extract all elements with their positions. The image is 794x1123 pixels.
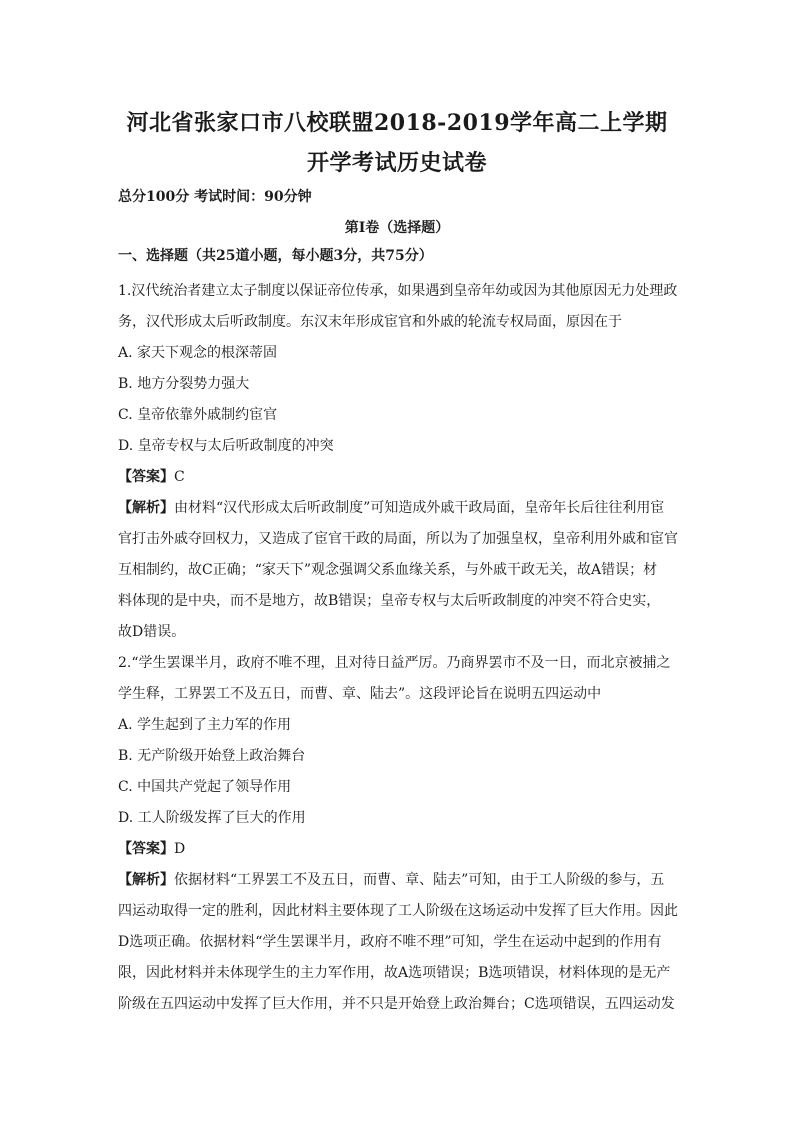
question-1-stem <box>118 276 680 338</box>
analysis-line: 故D错误。 <box>118 624 186 640</box>
answer-tag: 【答案】 <box>118 841 174 857</box>
analysis-line: 【解析】由材料“汉代形成太后听政制度”可知造成外戚干政局面，皇帝年长后往往利用宦 <box>118 500 665 516</box>
analysis-line: 限，因此材料并未体现学生的主力军作用，故A选项错误；B选项错误，材料体现的是无产 <box>118 965 671 981</box>
question-2-option-c: C. 中国共产党起了领导作用 <box>118 779 292 795</box>
question-1-stem-line: 1.汉代统治者建立太子制度以保证帝位传承，如果遇到皇帝年幼或因为其他原因无力处理政 <box>118 283 678 299</box>
analysis-line: 官打击外戚夺回权力，又造成了宦官干政的局面，所以为了加强皇权，皇帝利用外戚和宦官 <box>118 531 678 547</box>
answer-tag: 【答案】 <box>118 469 174 485</box>
analysis-line: D选项正确。依据材料“学生罢课半月，政府不唯不理”可知，学生在运动中起到的作用有 <box>118 934 662 950</box>
question-1-analysis <box>118 493 680 648</box>
question-1-option-b: B. 地方分裂势力强大 <box>118 376 250 392</box>
analysis-line: 四运动取得一定的胜利，因此材料主要体现了工人阶级在这场运动中发挥了巨大作用。因此 <box>118 903 678 919</box>
question-2-option-b: B. 无产阶级开始登上政治舞台 <box>118 748 306 764</box>
analysis-line: 【解析】依据材料“工界罢工不及五日，而曹、章、陆去”可知，由于工人阶级的参与，五 <box>118 872 665 888</box>
question-2-stem-line: 2.“学生罢课半月，政府不唯不理，且对待日益严厉。乃商界罢市不及一日，而北京被捕之 <box>118 655 671 671</box>
question-1-stem-line: 务，汉代形成太后听政制度。东汉末年形成宦官和外戚的轮流专权局面，原因在于 <box>118 314 622 330</box>
question-2-option-d: D. 工人阶级发挥了巨大的作用 <box>118 810 306 826</box>
question-1-option-d: D. 皇帝专权与太后听政制度的冲突 <box>118 438 334 454</box>
question-2-analysis <box>118 865 680 1020</box>
analysis-line: 阶级在五四运动中发挥了巨大作用，并不只是开始登上政治舞台；C选项错误，五四运动发 <box>118 996 675 1012</box>
exam-title-line2: 开学考试历史试卷 <box>306 150 487 176</box>
exam-meta: 总分100分 考试时间：90分钟 <box>118 189 312 205</box>
analysis-line: 料体现的是中央，而不是地方，故B错误；皇帝专权与太后听政制度的冲突不符合史实， <box>118 593 661 609</box>
question-1-option-c: C. 皇帝依靠外戚制约宦官 <box>118 407 278 423</box>
answer-value: C <box>174 469 185 485</box>
question-1-answer <box>118 462 680 493</box>
question-2-option-a: A. 学生起到了主力军的作用 <box>118 717 292 733</box>
part-title: 一、选择题（共25道小题，每小题3分，共75分） <box>118 248 433 264</box>
section-title: 第Ⅰ卷（选择题） <box>344 220 450 236</box>
answer-value: D <box>174 841 186 857</box>
analysis-tag: 【解析】 <box>118 872 174 888</box>
question-2-stem <box>118 648 680 710</box>
analysis-line: 互相制约，故C正确；“家天下”观念强调父系血缘关系，与外戚干政无关，故A错误；材 <box>118 562 658 578</box>
analysis-tag: 【解析】 <box>118 500 174 516</box>
question-2-stem-line: 学生释，工界罢工不及五日，而曹、章、陆去”。这段评论旨在说明五四运动中 <box>118 686 602 702</box>
exam-title-line1: 河北省张家口市八校联盟2018-2019学年高二上学期 <box>126 110 668 136</box>
question-1-option-a: A. 家天下观念的根深蒂固 <box>118 345 278 361</box>
question-2-answer <box>118 834 680 865</box>
